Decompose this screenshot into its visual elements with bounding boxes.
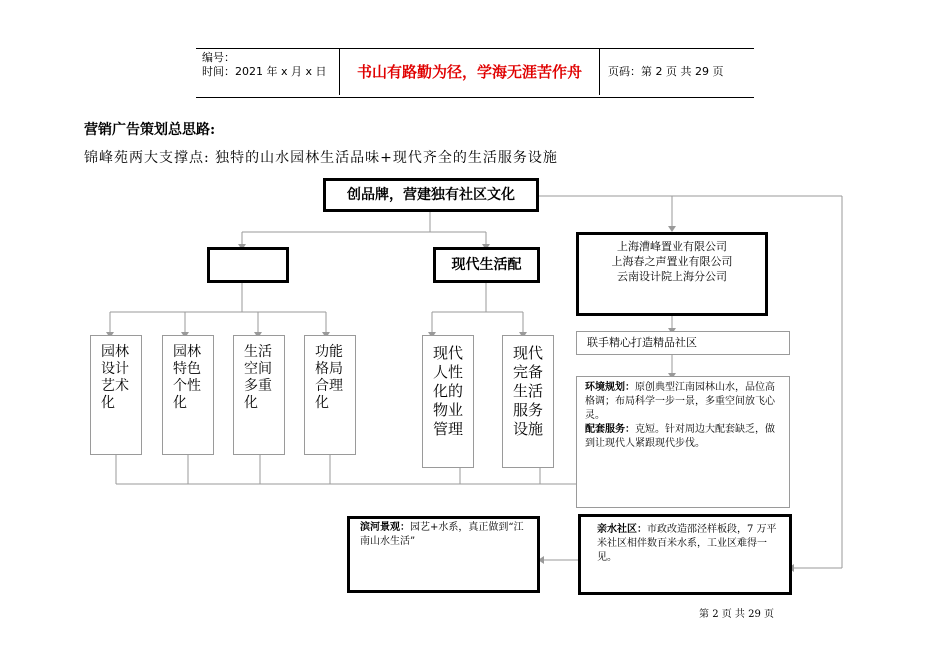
partners-box xyxy=(576,232,768,316)
service-text: 克短。针对周边大配套缺乏，做到让现代人紧跟现代步伐。 xyxy=(585,424,775,449)
page-subheading: 锦峰苑两大支撑点: 独特的山水园林生活品味+现代齐全的生活服务设施 xyxy=(84,150,558,166)
garden-item: 园林设计艺术化 xyxy=(90,335,142,455)
environment-text: 原创典型江南园林山水，品位高格调；布局科学一步一景，多重空间放飞心灵。 xyxy=(585,382,775,421)
garden-item: 生活空间多重化 xyxy=(233,335,285,455)
river-landscape-box xyxy=(347,516,540,593)
river-label: 滨河景观： xyxy=(360,522,410,533)
water-text: 市政改造邵泾样板段，7 万平米社区相伴数百米水系，工业区难得一见。 xyxy=(597,524,777,563)
supporting-service xyxy=(585,423,783,451)
partner-name: 云南设计院上海分公司 xyxy=(617,270,727,283)
garden-item: 园林特色个性化 xyxy=(162,335,214,455)
environment-label: 环境规划： xyxy=(585,382,635,393)
partner-name: 上海漕峰置业有限公司 xyxy=(617,240,727,253)
landscape-box xyxy=(207,247,289,283)
modern-item: 现代完备生活服务设施 xyxy=(502,335,554,468)
service-label: 配套服务： xyxy=(585,424,635,435)
environment-plan xyxy=(585,381,783,423)
page-code: 页码：第 2 页 共 29 页 xyxy=(608,65,724,78)
partner-name: 上海春之声置业有限公司 xyxy=(611,255,733,268)
waterfront-community-box xyxy=(578,514,792,595)
water-label: 亲水社区： xyxy=(597,524,647,535)
river-text: 园艺+水系，真正做到“江南山水生活” xyxy=(360,522,524,547)
header-motto: 书山有路勤为径，学海无涯苦作舟 xyxy=(340,49,600,95)
page-footer: 第 2 页 共 29 页 xyxy=(699,609,774,620)
environment-service-box xyxy=(576,376,790,508)
page-heading: 营销广告策划总思路: xyxy=(84,122,216,138)
time-label: 时间：2021 年 x 月 x 日 xyxy=(202,65,327,78)
brand-culture-box: 创品牌，营建独有社区文化 xyxy=(323,178,539,212)
garden-item: 功能格局合理化 xyxy=(304,335,356,455)
number-label: 编号： xyxy=(202,51,235,64)
modern-life-box: 现代生活配 xyxy=(433,247,540,283)
partners-caption: 联手精心打造精品社区 xyxy=(576,331,790,355)
modern-item: 现代人性化的物业管理 xyxy=(422,335,474,468)
